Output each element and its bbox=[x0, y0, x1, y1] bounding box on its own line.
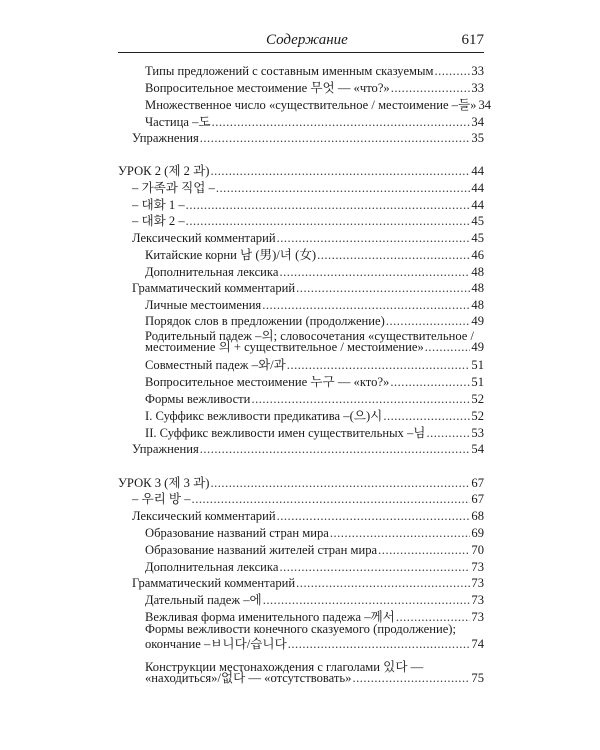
toc-entry-title: Лексический комментарий bbox=[132, 509, 276, 523]
leader-dots bbox=[251, 392, 470, 407]
leader-dots bbox=[212, 115, 471, 130]
toc-entry[interactable] bbox=[132, 231, 484, 246]
leader-dots bbox=[186, 198, 471, 213]
toc-entry[interactable] bbox=[145, 298, 484, 313]
leader-dots bbox=[277, 509, 471, 524]
toc-entry-continuation bbox=[145, 637, 484, 652]
toc-entry-page: 35 bbox=[471, 131, 484, 145]
toc-entry-page: 46 bbox=[471, 248, 484, 262]
toc-entry-page: 74 bbox=[471, 637, 484, 651]
toc-entry-page: 33 bbox=[471, 64, 484, 78]
toc-entry[interactable] bbox=[145, 81, 484, 96]
toc-entry[interactable] bbox=[145, 358, 484, 373]
toc-entry-title: Типы предложений с составным именным сказуемым bbox=[145, 64, 434, 78]
toc-entry-page: 48 bbox=[471, 281, 484, 295]
toc-entry-title: Дательный падеж –에 bbox=[145, 593, 262, 607]
leader-dots bbox=[277, 231, 471, 246]
leader-dots bbox=[279, 265, 470, 280]
leader-dots bbox=[263, 593, 471, 608]
toc-entry-title: Формы вежливости bbox=[145, 392, 251, 406]
leader-dots bbox=[390, 375, 470, 390]
toc-entry[interactable] bbox=[145, 560, 484, 575]
toc-entry-title: Порядок слов в предложении (продолжение) bbox=[145, 314, 385, 328]
toc-entry-title: I. Суффикс вежливости предикатива –(으)시 bbox=[145, 409, 383, 423]
leader-dots bbox=[186, 214, 471, 229]
toc-entry-title-line2: местоимение 의 + существительное / местоимение» bbox=[145, 340, 424, 354]
toc-entry-page: 48 bbox=[471, 265, 484, 279]
toc-entry-page: 44 bbox=[471, 181, 484, 195]
toc-entry-page: 53 bbox=[471, 426, 484, 440]
toc-entry[interactable] bbox=[145, 248, 484, 263]
toc-entry-page: 51 bbox=[471, 375, 484, 389]
leader-dots bbox=[391, 81, 471, 96]
leader-dots bbox=[434, 64, 470, 79]
toc-entry-page: 67 bbox=[471, 476, 484, 490]
toc-entry-title: Грамматический комментарий bbox=[132, 576, 296, 590]
toc-entry-page: 67 bbox=[471, 492, 484, 506]
toc-entry-page: 33 bbox=[471, 81, 484, 95]
toc-entry-title: Образование названий жителей стран мира bbox=[145, 543, 378, 557]
toc-entry-title: Частица –도 bbox=[145, 115, 211, 129]
running-header bbox=[118, 30, 484, 53]
leader-dots bbox=[378, 543, 470, 558]
toc-entry-page: 73 bbox=[471, 610, 484, 624]
toc-entry-title: Дополнительная лексика bbox=[145, 265, 279, 279]
leader-dots bbox=[425, 340, 471, 355]
toc-entry-continuation bbox=[145, 340, 484, 355]
toc-entry[interactable] bbox=[132, 442, 484, 457]
toc-entry-page: 45 bbox=[471, 214, 484, 228]
toc-entry-title: Формы вежливости конечного сказуемого (продолжение); bbox=[145, 622, 457, 636]
toc-entry-page: 69 bbox=[471, 526, 484, 540]
toc-entry[interactable] bbox=[145, 375, 484, 390]
toc-entry-title-line2: «находиться»/없다 — «отсутствовать» bbox=[145, 671, 352, 685]
leader-dots bbox=[296, 576, 470, 591]
toc-entry-title: Родительный падеж –의; словосочетания «существительное / bbox=[145, 329, 475, 343]
leader-dots bbox=[287, 358, 471, 373]
toc-entry-page: 73 bbox=[471, 576, 484, 590]
toc-entry-title: II. Суффикс вежливости имен существительных –님 bbox=[145, 426, 426, 440]
toc-entry[interactable] bbox=[145, 593, 484, 608]
toc-entry-page: 68 bbox=[471, 509, 484, 523]
toc-entry[interactable] bbox=[132, 131, 484, 146]
toc-entry-page: 34 bbox=[471, 115, 484, 129]
toc-entry-title: Образование названий стран мира bbox=[145, 526, 329, 540]
toc-entry-title: УРОК 2 (제 2 과) bbox=[118, 164, 210, 178]
toc-lesson-heading[interactable] bbox=[118, 164, 484, 179]
toc-entry-title: Лексический комментарий bbox=[132, 231, 276, 245]
toc-entry[interactable] bbox=[145, 409, 484, 424]
leader-dots bbox=[330, 526, 471, 541]
toc-entry-page: 52 bbox=[471, 409, 484, 423]
leader-dots bbox=[210, 476, 470, 491]
leader-dots bbox=[352, 671, 470, 686]
toc-entry-title: Множественное число «существительное / местоимение –들» bbox=[145, 98, 477, 112]
toc-entry-title: Грамматический комментарий bbox=[132, 281, 296, 295]
toc-entry-page: 45 bbox=[471, 231, 484, 245]
leader-dots bbox=[317, 248, 470, 263]
toc-entry-page: 48 bbox=[471, 298, 484, 312]
leader-dots bbox=[288, 637, 471, 652]
toc-entry-title: Конструкции местонахождения с глаголами 있다 — bbox=[145, 660, 424, 674]
toc-entry[interactable] bbox=[145, 543, 484, 558]
toc-entry[interactable] bbox=[132, 281, 484, 296]
toc-entry[interactable] bbox=[132, 492, 484, 507]
toc-entry[interactable] bbox=[132, 198, 484, 213]
toc-entry[interactable] bbox=[145, 115, 484, 130]
toc-entry-title: Китайские корни 남 (男)/녀 (女) bbox=[145, 248, 317, 262]
toc-entry[interactable] bbox=[145, 426, 484, 441]
toc-entry-page: 34 bbox=[478, 98, 492, 112]
header-title: Содержание bbox=[266, 32, 348, 48]
leader-dots bbox=[216, 181, 471, 196]
leader-dots bbox=[192, 492, 471, 507]
toc-entry-title: Вежливая форма именительного падежа –께서 bbox=[145, 610, 395, 624]
toc-entry-title: – 우리 방 – bbox=[132, 492, 191, 506]
toc-entry-page: 54 bbox=[471, 442, 484, 456]
toc-entry-title: – 대화 1 – bbox=[132, 198, 185, 212]
toc-entry[interactable] bbox=[145, 64, 484, 79]
toc-entry-page: 75 bbox=[471, 671, 484, 685]
toc-entry-title: – 대화 2 – bbox=[132, 214, 185, 228]
toc-entry-page: 44 bbox=[471, 198, 484, 212]
leader-dots bbox=[200, 442, 471, 457]
toc-entry[interactable] bbox=[132, 576, 484, 591]
toc-entry-page: 49 bbox=[471, 314, 484, 328]
toc-entry-title: Вопросительное местоимение 누구 — «кто?» bbox=[145, 375, 390, 389]
toc-entry-title: Упражнения bbox=[132, 442, 199, 456]
toc-entry[interactable] bbox=[132, 214, 484, 229]
toc-entry-page: 73 bbox=[471, 593, 484, 607]
leader-dots bbox=[426, 426, 470, 441]
toc-entry[interactable] bbox=[132, 509, 484, 524]
toc-entry-title: Совместный падеж –와/과 bbox=[145, 358, 286, 372]
leader-dots bbox=[210, 164, 470, 179]
toc-entry-page: 49 bbox=[471, 340, 484, 354]
toc-entry-title: Личные местоимения bbox=[145, 298, 262, 312]
leader-dots bbox=[383, 409, 470, 424]
toc-entry-title: Дополнительная лексика bbox=[145, 560, 279, 574]
toc-entry-page: 73 bbox=[471, 560, 484, 574]
toc-entry-page: 70 bbox=[471, 543, 484, 557]
leader-dots bbox=[262, 298, 470, 313]
toc-entry-page: 51 bbox=[471, 358, 484, 372]
toc-entry-page: 44 bbox=[471, 164, 484, 178]
toc-entry-continuation bbox=[145, 671, 484, 686]
leader-dots bbox=[279, 560, 470, 575]
toc-entry[interactable] bbox=[145, 392, 484, 407]
toc-entry-title: – 가족과 직업 – bbox=[132, 181, 215, 195]
toc-entry-title: УРОК 3 (제 3 과) bbox=[118, 476, 210, 490]
leader-dots bbox=[296, 281, 470, 296]
toc-entry-title: Вопросительное местоимение 무엇 — «что?» bbox=[145, 81, 390, 95]
toc-entry[interactable] bbox=[132, 181, 484, 196]
leader-dots bbox=[200, 131, 471, 146]
toc-entry-title: Упражнения bbox=[132, 131, 199, 145]
toc-lesson-heading[interactable] bbox=[118, 476, 484, 491]
toc-entry[interactable] bbox=[145, 526, 484, 541]
toc-entry-title-line2: окончание –ㅂ니다/습니다 bbox=[145, 637, 287, 651]
toc-entry-page: 52 bbox=[471, 392, 484, 406]
header-page-number: 617 bbox=[461, 32, 484, 48]
toc-entry[interactable] bbox=[145, 265, 484, 280]
toc-entry[interactable] bbox=[145, 98, 492, 113]
